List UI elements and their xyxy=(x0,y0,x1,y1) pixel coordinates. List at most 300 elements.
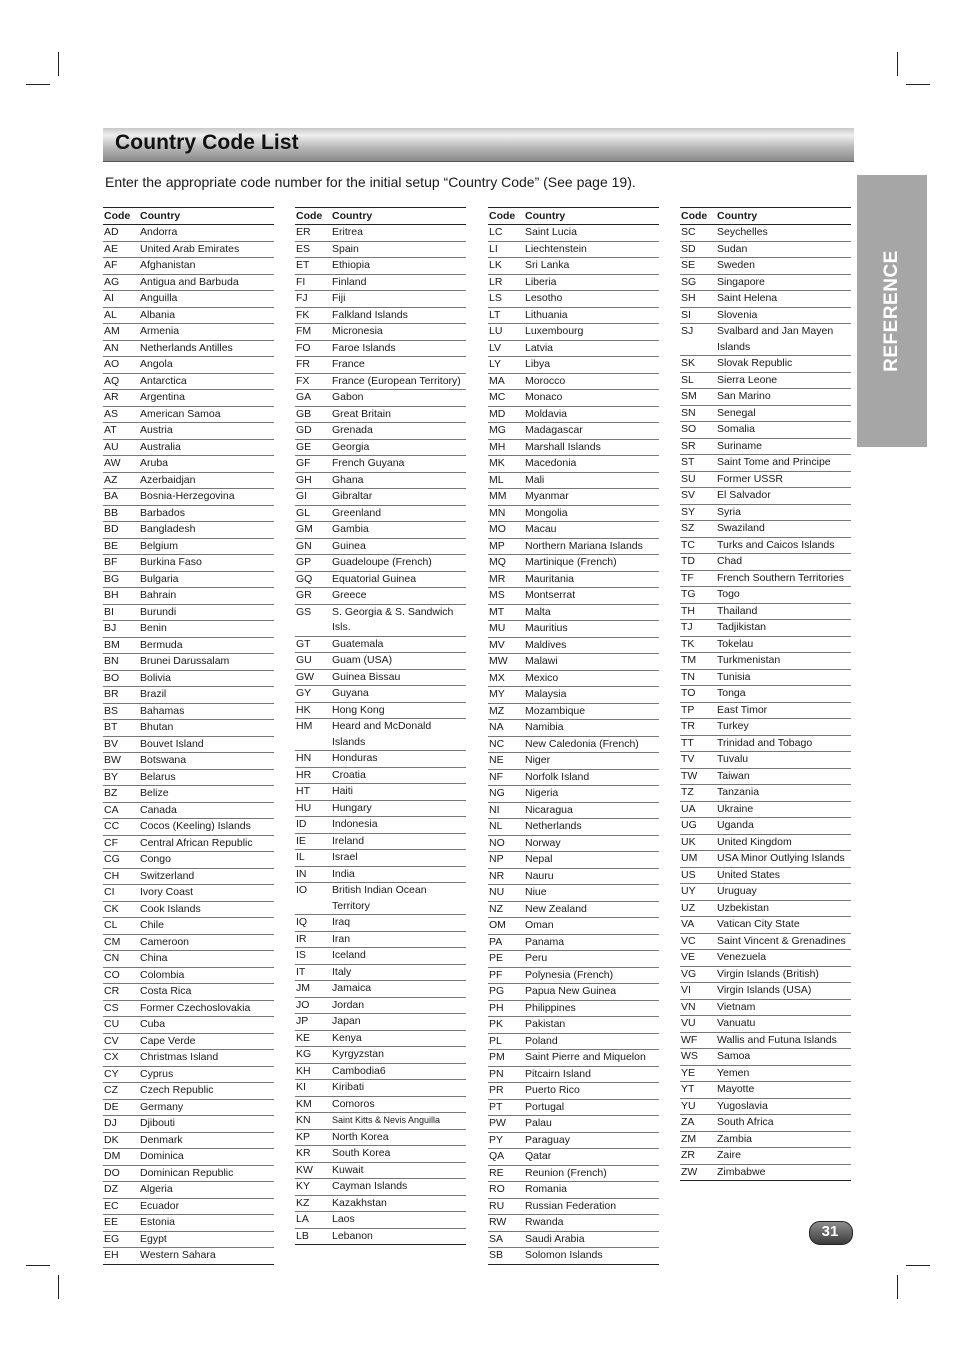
table-row xyxy=(295,998,466,1015)
table-row xyxy=(295,751,466,768)
table-row xyxy=(295,539,466,556)
table-row xyxy=(103,1034,274,1051)
table-row xyxy=(488,588,659,605)
table-row xyxy=(295,1080,466,1097)
country-name: USA Minor Outlying Islands xyxy=(717,852,845,864)
table-row xyxy=(680,488,851,505)
country-name: Eritrea xyxy=(332,226,363,238)
country-name: Bolivia xyxy=(140,671,171,684)
country-name: Bosnia-Herzegovina xyxy=(140,490,235,502)
table-row xyxy=(295,981,466,998)
country-code: AE xyxy=(104,242,119,255)
table-row xyxy=(295,1113,466,1130)
country-name: Ivory Coast xyxy=(140,886,194,898)
country-name: Tokelau xyxy=(717,637,754,650)
table-row xyxy=(103,489,274,506)
country-name: Japan xyxy=(332,1015,361,1027)
table-row xyxy=(680,950,851,967)
table-row xyxy=(680,571,851,588)
country-code: UA xyxy=(681,802,696,815)
page-number-badge xyxy=(809,1221,853,1245)
country-name: Canada xyxy=(140,803,177,816)
table-row xyxy=(103,440,274,457)
country-name: Costa Rica xyxy=(140,985,192,997)
country-name: Kazakhstan xyxy=(332,1196,387,1209)
country-code: YT xyxy=(681,1083,695,1095)
table-row xyxy=(680,1165,851,1181)
table-row xyxy=(680,538,851,555)
country-name: Dominican Republic xyxy=(140,1166,234,1179)
intro-text: Enter the appropriate code number for the initial setup “Country Code” (See page 19). xyxy=(105,174,636,190)
country-name: Saint Lucia xyxy=(525,226,577,238)
country-code: NI xyxy=(489,803,500,816)
table-row xyxy=(680,637,851,654)
table-row xyxy=(103,1215,274,1232)
country-code: KM xyxy=(296,1097,312,1110)
country-code: CS xyxy=(104,1001,119,1014)
table-row xyxy=(488,324,659,341)
country-name: San Marino xyxy=(717,390,771,402)
country-code: SC xyxy=(681,226,696,238)
country-code: FJ xyxy=(296,292,308,304)
country-code: MW xyxy=(489,655,508,667)
country-code: QA xyxy=(489,1150,505,1162)
table-row xyxy=(295,784,466,801)
table-row xyxy=(488,968,659,985)
table-row xyxy=(103,770,274,787)
table-row xyxy=(488,836,659,853)
country-name: Ecuador xyxy=(140,1199,180,1212)
country-code: PA xyxy=(489,935,503,948)
country-code: IS xyxy=(296,949,306,961)
country-name: Gambia xyxy=(332,523,369,535)
table-row xyxy=(680,917,851,934)
table-row xyxy=(680,455,851,472)
country-code: BA xyxy=(104,490,119,502)
country-code: CC xyxy=(104,820,120,832)
country-code: KN xyxy=(296,1114,311,1126)
table-row xyxy=(103,555,274,572)
country-name: Northern Mariana Islands xyxy=(525,539,643,552)
country-name: Spain xyxy=(332,242,359,255)
country-name: Mali xyxy=(525,473,545,486)
country-name: Barbados xyxy=(140,506,185,519)
country-name: Anguilla xyxy=(140,292,178,304)
crop-mark xyxy=(58,1275,59,1299)
table-row xyxy=(680,670,851,687)
country-code: TH xyxy=(681,604,695,617)
country-code: US xyxy=(681,868,696,881)
country-code: SU xyxy=(681,472,696,485)
country-code: AW xyxy=(104,457,121,469)
table-row xyxy=(295,1229,466,1245)
country-name: Argentina xyxy=(140,391,185,403)
country-name: Pitcairn Island xyxy=(525,1067,591,1080)
country-code: ET xyxy=(296,259,310,271)
country-name: Sierra Leone xyxy=(717,373,778,386)
table-row xyxy=(488,605,659,622)
table-row xyxy=(295,242,466,259)
country-code: KH xyxy=(296,1064,311,1077)
country-code: GW xyxy=(296,670,315,683)
table-row xyxy=(488,621,659,638)
country-code: CF xyxy=(104,836,118,849)
table-row xyxy=(103,803,274,820)
country-code: AQ xyxy=(104,374,120,387)
country-name: Turks and Caicos Islands xyxy=(717,538,835,551)
country-code: DZ xyxy=(104,1183,118,1195)
country-code: SM xyxy=(681,390,697,402)
country-name: Greenland xyxy=(332,506,382,519)
table-row xyxy=(103,1149,274,1166)
country-code: AO xyxy=(104,358,120,370)
country-name: Benin xyxy=(140,622,167,634)
country-name: Switzerland xyxy=(140,869,195,882)
country-code: DE xyxy=(104,1100,119,1113)
table-row xyxy=(103,258,274,275)
country-name: Sweden xyxy=(717,259,755,271)
table-header xyxy=(488,208,659,225)
country-name: Russian Federation xyxy=(525,1199,617,1212)
country-name: French Guyana xyxy=(332,457,405,469)
crop-mark xyxy=(897,52,898,76)
country-name: Tuvalu xyxy=(717,753,749,765)
country-name: Netherlands Antilles xyxy=(140,341,233,354)
country-name: Seychelles xyxy=(717,226,768,238)
country-code: PM xyxy=(489,1051,505,1063)
country-name: Lebanon xyxy=(332,1229,373,1242)
country-name: Zimbabwe xyxy=(717,1165,766,1178)
country-name: Ireland xyxy=(332,834,365,847)
country-code: RE xyxy=(489,1166,504,1179)
country-code: CR xyxy=(104,985,120,997)
country-code: GD xyxy=(296,424,312,436)
table-row xyxy=(295,850,466,867)
header-country: Country xyxy=(140,210,181,222)
table-row xyxy=(488,704,659,721)
table-row xyxy=(680,785,851,802)
country-name: Tanzania xyxy=(717,786,760,798)
country-code: PR xyxy=(489,1084,504,1096)
table-row xyxy=(103,968,274,985)
country-name: French Southern Territories xyxy=(717,571,845,584)
country-code: PF xyxy=(489,968,503,981)
country-name: Zambia xyxy=(717,1132,753,1145)
table-row xyxy=(488,407,659,424)
country-name: Samoa xyxy=(717,1050,751,1062)
country-name: Cocos (Keeling) Islands xyxy=(140,820,251,832)
table-row xyxy=(680,934,851,951)
country-name: Niger xyxy=(525,754,551,766)
table-row xyxy=(103,1050,274,1067)
table-row xyxy=(680,752,851,769)
country-name: Hong Kong xyxy=(332,703,385,716)
country-name: France xyxy=(332,358,365,370)
table-row xyxy=(488,308,659,325)
table-row xyxy=(680,439,851,456)
table-row xyxy=(103,638,274,655)
country-code: GH xyxy=(296,473,312,486)
country-name: Saint Pierre and Miquelon xyxy=(525,1051,646,1063)
country-name: Slovenia xyxy=(717,308,758,321)
country-code: KE xyxy=(296,1031,311,1044)
country-name: Liberia xyxy=(525,275,557,288)
country-code: IT xyxy=(296,965,306,978)
country-code: VA xyxy=(681,918,695,930)
table-row xyxy=(103,407,274,424)
table-row xyxy=(680,225,851,242)
country-name: South Korea xyxy=(332,1147,391,1159)
table-header xyxy=(680,208,851,225)
country-code: IR xyxy=(296,932,307,945)
table-row xyxy=(680,389,851,406)
country-code: NG xyxy=(489,787,505,799)
table-row xyxy=(103,1166,274,1183)
country-code: YE xyxy=(681,1066,696,1079)
country-code: PY xyxy=(489,1133,504,1146)
table-row xyxy=(488,737,659,754)
country-name: Burundi xyxy=(140,605,177,618)
table-row xyxy=(295,225,466,242)
country-name: Uruguay xyxy=(717,885,757,897)
country-code: CA xyxy=(104,803,119,816)
page-number: 31 xyxy=(821,1223,839,1240)
country-name: Great Britain xyxy=(332,407,391,420)
country-code: HK xyxy=(296,703,311,716)
country-name: Singapore xyxy=(717,275,765,288)
country-code: VN xyxy=(681,1000,696,1013)
country-code: GS xyxy=(296,605,312,618)
country-name: Pakistan xyxy=(525,1018,566,1030)
table-row xyxy=(680,851,851,868)
country-code: CN xyxy=(104,952,120,964)
table-row xyxy=(488,1067,659,1084)
country-name: Nicaragua xyxy=(525,803,573,816)
country-code: KI xyxy=(296,1081,306,1093)
table-row xyxy=(295,308,466,325)
country-code: UZ xyxy=(681,901,695,914)
country-code: MQ xyxy=(489,556,506,568)
table-row xyxy=(103,1199,274,1216)
country-name: Niue xyxy=(525,886,547,898)
country-code: MC xyxy=(489,391,506,403)
country-code: IO xyxy=(296,884,308,896)
country-name: United States xyxy=(717,868,781,881)
table-row xyxy=(103,291,274,308)
country-name: Italy xyxy=(332,965,352,978)
table-row xyxy=(680,1066,851,1083)
country-name: Georgia xyxy=(332,440,370,453)
table-row xyxy=(103,456,274,473)
country-name: Western Sahara xyxy=(140,1249,216,1261)
country-name: Brazil xyxy=(140,688,167,700)
table-row xyxy=(103,605,274,622)
country-code: KR xyxy=(296,1147,311,1159)
table-row xyxy=(680,901,851,918)
table-row xyxy=(488,1199,659,1216)
country-code: UK xyxy=(681,835,696,848)
country-code: IL xyxy=(296,851,305,863)
country-name: S. Georgia & S. Sandwich Isls. xyxy=(332,605,454,633)
table-row xyxy=(680,604,851,621)
table-row xyxy=(488,1017,659,1034)
country-code: NO xyxy=(489,836,505,849)
country-code: GU xyxy=(296,654,312,666)
country-name: Qatar xyxy=(525,1150,552,1162)
table-row xyxy=(488,638,659,655)
country-code: CU xyxy=(104,1018,120,1030)
country-name: Belize xyxy=(140,787,169,799)
country-code: AG xyxy=(104,275,120,288)
country-name: Czech Republic xyxy=(140,1084,214,1096)
country-code: VG xyxy=(681,967,697,980)
table-row xyxy=(488,869,659,886)
country-name: Falkland Islands xyxy=(332,308,408,321)
table-row xyxy=(103,506,274,523)
table-row xyxy=(295,653,466,670)
country-code: AF xyxy=(104,259,118,271)
country-name: Libya xyxy=(525,358,551,370)
country-code: ZA xyxy=(681,1116,695,1128)
table-row xyxy=(295,948,466,965)
table-row xyxy=(103,671,274,688)
table-row xyxy=(295,407,466,424)
country-name: Saint Tome and Principe xyxy=(717,456,831,468)
table-row xyxy=(295,258,466,275)
country-code: ST xyxy=(681,456,695,468)
table-row xyxy=(680,356,851,373)
table-row xyxy=(103,1182,274,1199)
table-row xyxy=(295,1212,466,1229)
country-code: NC xyxy=(489,737,505,750)
country-code: PN xyxy=(489,1067,504,1080)
country-code: MH xyxy=(489,440,506,453)
country-code: MA xyxy=(489,374,505,387)
country-name: Vanuatu xyxy=(717,1017,756,1029)
country-code: UG xyxy=(681,819,697,831)
table-row xyxy=(103,1001,274,1018)
country-name: Germany xyxy=(140,1100,184,1113)
table-row xyxy=(103,951,274,968)
table-row xyxy=(680,1148,851,1165)
table-row xyxy=(680,1115,851,1132)
table-row xyxy=(295,1014,466,1031)
country-code: GL xyxy=(296,506,311,519)
country-name: Palau xyxy=(525,1117,552,1129)
country-name: Kenya xyxy=(332,1031,362,1044)
country-name: Fiji xyxy=(332,292,346,304)
country-code: PG xyxy=(489,985,505,997)
table-row xyxy=(103,1133,274,1150)
country-name: Belgium xyxy=(140,539,178,552)
header-country: Country xyxy=(525,210,566,222)
country-code: CV xyxy=(104,1034,119,1047)
country-code: HM xyxy=(296,720,313,732)
table-row xyxy=(295,275,466,292)
table-row xyxy=(103,1100,274,1117)
table-row xyxy=(680,373,851,390)
country-name: Nepal xyxy=(525,853,553,865)
country-code: GQ xyxy=(296,572,313,585)
country-code: AS xyxy=(104,407,119,420)
country-name: Senegal xyxy=(717,406,756,419)
country-name: Turkey xyxy=(717,720,749,732)
table-row xyxy=(103,324,274,341)
header-code: Code xyxy=(296,210,323,222)
country-code: SH xyxy=(681,292,696,304)
country-name: Marshall Islands xyxy=(525,440,601,453)
table-row xyxy=(680,884,851,901)
country-name: Andorra xyxy=(140,226,178,238)
country-code: BV xyxy=(104,737,119,750)
table-row xyxy=(488,440,659,457)
country-code: PL xyxy=(489,1034,502,1047)
table-row xyxy=(488,374,659,391)
country-code: NE xyxy=(489,754,504,766)
table-row xyxy=(488,935,659,952)
table-row xyxy=(103,275,274,292)
country-name: Vatican City State xyxy=(717,918,800,930)
table-row xyxy=(488,1100,659,1117)
country-code: SA xyxy=(489,1232,504,1245)
table-row xyxy=(295,670,466,687)
country-code: VC xyxy=(681,934,696,947)
table-row xyxy=(680,835,851,852)
country-code: BF xyxy=(104,556,118,568)
country-name: Virgin Islands (British) xyxy=(717,967,819,980)
table-row xyxy=(295,357,466,374)
country-code: FM xyxy=(296,325,312,337)
table-row xyxy=(680,686,851,703)
country-code: BJ xyxy=(104,622,117,634)
table-row xyxy=(103,522,274,539)
crop-mark xyxy=(897,1275,898,1299)
table-row xyxy=(295,522,466,539)
country-code: RO xyxy=(489,1183,505,1195)
country-code: LS xyxy=(489,292,502,304)
country-code: GA xyxy=(296,391,312,403)
country-code: TT xyxy=(681,736,694,749)
table-row xyxy=(488,1182,659,1199)
table-row xyxy=(295,341,466,358)
country-name: Svalbard and Jan Mayen Islands xyxy=(717,325,834,353)
country-code: SB xyxy=(489,1249,504,1261)
country-name: Cuba xyxy=(140,1018,166,1030)
code-column-3 xyxy=(488,207,659,1265)
country-code: GN xyxy=(296,539,312,552)
country-code: VI xyxy=(681,984,691,996)
country-name: Malaysia xyxy=(525,688,567,700)
table-row xyxy=(680,736,851,753)
country-name: Bulgaria xyxy=(140,572,179,585)
table-row xyxy=(295,719,466,751)
country-name: Guyana xyxy=(332,687,369,699)
table-row xyxy=(680,275,851,292)
table-row xyxy=(295,965,466,982)
table-row xyxy=(103,902,274,919)
country-code: TF xyxy=(681,571,694,584)
country-name: Kiribati xyxy=(332,1081,365,1093)
country-code: CO xyxy=(104,968,120,981)
table-row xyxy=(295,440,466,457)
table-row xyxy=(103,539,274,556)
table-row xyxy=(103,1067,274,1084)
country-name: Christmas Island xyxy=(140,1051,219,1063)
country-code: DK xyxy=(104,1133,119,1146)
table-row xyxy=(680,1082,851,1099)
country-code: EE xyxy=(104,1216,119,1228)
country-code: CI xyxy=(104,886,115,898)
